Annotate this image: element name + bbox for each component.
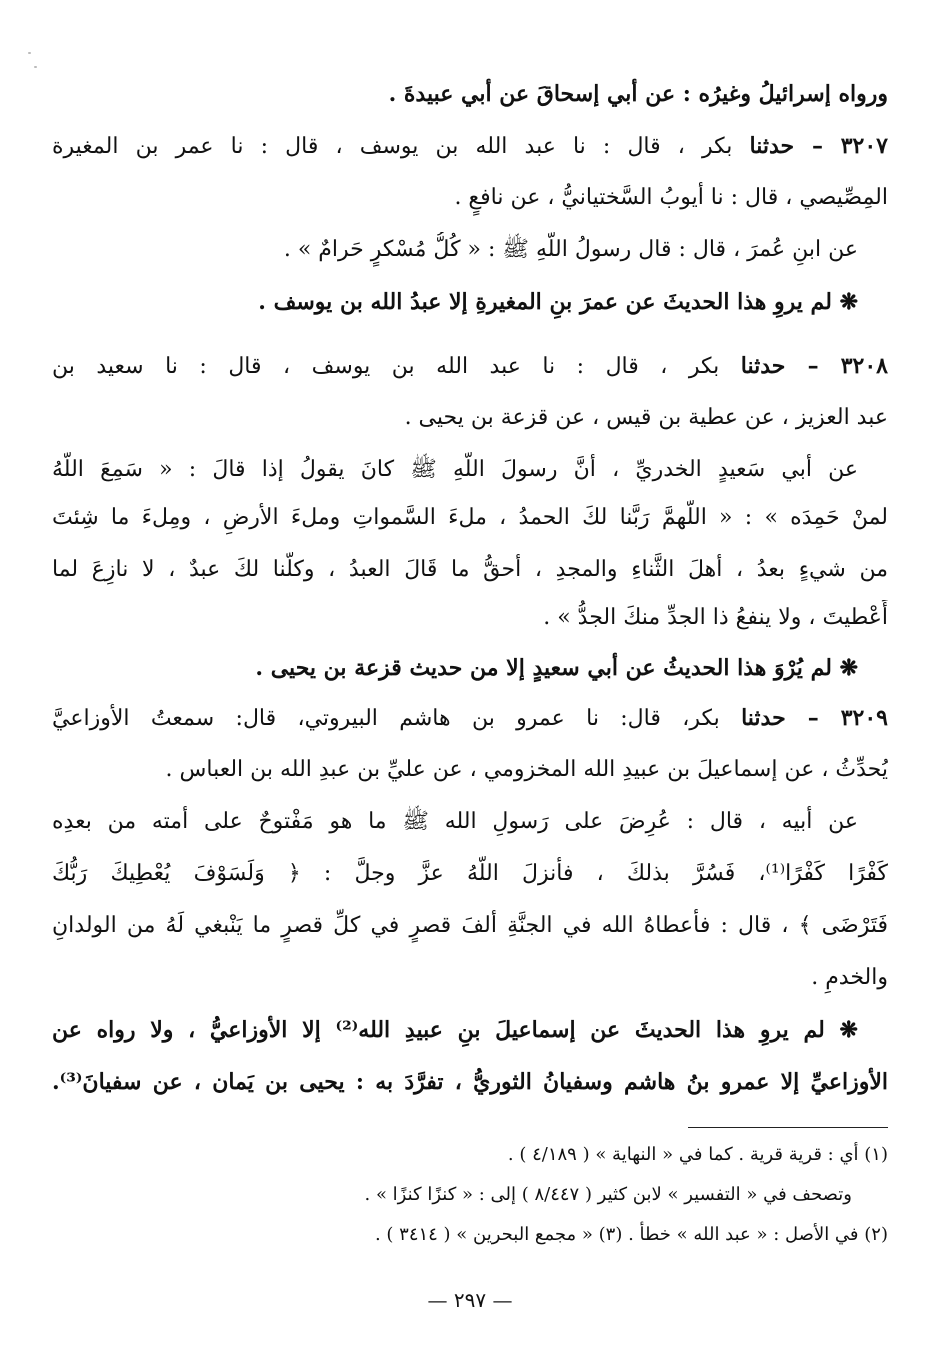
line-text: المِصِّيصي ، قال : نا أيوبُ السَّختيانيُّ ، عن نافعٍ .: [454, 185, 888, 210]
text-line: [52, 552, 888, 592]
text-line: [52, 804, 858, 844]
footnote-separator: [688, 1127, 888, 1128]
line-text: بكر، قال: نا عمرو بن هاشم البيروتي، قال: سمعتُ الأوزاعيَّ: [52, 706, 742, 731]
page-number: — ٢٩٧ —: [427, 1288, 513, 1312]
text-line: [52, 452, 858, 492]
chain-lead-word: حدثنا: [740, 353, 786, 379]
text-line: [52, 700, 888, 740]
line-text: الأوزاعيِّ إلا عمرو بنُ هاشم وسفيانُ الثوريُّ ، تفرَّدَ به : يحيى بن يَمان ، عن سفيانَ⁽³⁾.: [52, 1069, 888, 1095]
hadith-number: ٣٢٠٧: [840, 133, 888, 159]
text-line: [52, 960, 888, 1000]
text-line: [52, 500, 888, 540]
number-separator: –: [785, 705, 841, 731]
text-line: [52, 348, 888, 388]
text-line: [52, 128, 888, 168]
line-text: عبد العزيز ، عن عطية بن قيس ، عن قزعة بن يحيى .: [404, 405, 888, 430]
line-text: ❋ لم يروِ هذا الحديثَ عن إسماعيلَ بنِ عبيدِ الله⁽²⁾ إلا الأوزاعيُّ ، ولا رواه عن: [52, 1017, 858, 1043]
text-line: [52, 1012, 858, 1052]
line-text: عن أبيه ، قال : عُرِضَ على رَسولِ الله ﷺ ما هو مَفْتوحٌ على أمته من بعدِه: [52, 809, 858, 834]
text-line: [52, 1064, 888, 1104]
text-line: [52, 76, 888, 116]
line-text: ❋ لم يروِ هذا الحديثَ عن عمرَ بنِ المغيرةِ إلا عبدُ الله بن يوسف .: [258, 289, 858, 315]
line-text: بكر ، قال : نا عبد الله بن يوسف ، قال : نا سعيد بن: [52, 354, 741, 379]
line-text: عن ابنِ عُمرَ ، قال : قال رسولُ اللَّهِ ﷺ : « كُلُّ مُسْكرٍ حَرامٌ » .: [283, 237, 858, 262]
line-text: من شيءٍ بعدُ ، أهلَ الثَّناءِ والمجدِ ، أحقُّ ما قَالَ العبدُ ، وكلُّنا لكَ عبدٌ ، لا نازِعَ لما: [52, 557, 888, 582]
hadith-number: ٣٢٠٩: [840, 705, 888, 731]
line-text: لمنْ حَمِدَه » : « اللَّهمَّ رَبَّنا لكَ الحمدُ ، ملءَ السَّمواتِ وملءَ الأرضِ ، ومِلءَ ما شِئتَ: [52, 505, 888, 530]
text-line: [52, 856, 888, 896]
footnote-line: (١) أي : قرية قرية . كما في « النهاية » ( ٤/١٨٩ ) .: [507, 1144, 888, 1165]
text-line: [52, 284, 858, 324]
line-text: أَعْطيتَ ، ولا ينفعُ ذا الجدِّ منكَ الجدُّ » .: [543, 605, 888, 630]
footnote-line: وتصحف في « التفسير » لابن كثير ( ٨/٤٤٧ ) إلى : « كنزًا كنزًا » .: [364, 1184, 852, 1205]
scan-speck: [34, 66, 37, 68]
text-line: [52, 232, 858, 272]
line-text: كَفْرًا كَفْرًا⁽¹⁾، فَسُرَّ بذلكَ ، فأنزلَ اللَّهُ عزَّ وجلَّ : ﴿ وَلَسَوْفَ يُعْطِيكَ رَبُّكَ: [52, 861, 888, 886]
line-text: يُحدِّثُ ، عن إسماعيلَ بن عبيدِ الله المخزومي ، عن عليِّ بن عبدِ الله بن العباس .: [165, 757, 888, 782]
line-text: فَتَرْضَى ﴾ ، قال : فأعطاهُ الله في الجنَّةِ ألفَ قصرٍ في كلِّ قصرٍ ما يَنْبغي لَهُ من الولدانِ: [52, 913, 888, 938]
footnote-line: (٢) في الأصل : « عبد الله » خطأ . (٣) « مجمع البحرين » ( ٣٤١٤ ) .: [374, 1224, 888, 1245]
text-line: [52, 908, 888, 948]
hadith-number: ٣٢٠٨: [840, 353, 888, 379]
number-separator: –: [785, 353, 841, 379]
text-line: [52, 752, 888, 792]
text-line: [52, 600, 888, 640]
text-line: [52, 180, 888, 220]
number-separator: –: [794, 133, 841, 159]
line-text: والخدمِ .: [811, 965, 888, 990]
scan-speck: [28, 52, 31, 54]
chain-lead-word: حدثنا: [749, 133, 795, 159]
text-line: [52, 650, 858, 690]
line-text: ورواه إسرائيلُ وغيرُه : عن أبي إسحاقَ عن أبي عبيدةَ .: [388, 81, 888, 107]
chain-lead-word: حدثنا: [741, 705, 786, 731]
line-text: ❋ لم يُرْوَ هذا الحديثُ عن أبي سعيدٍ إلا من حديث قزعة بن يحيى .: [255, 655, 858, 681]
line-text: عن أبي سَعيدٍ الخدريِّ ، أنَّ رسولَ اللَّهِ ﷺ كانَ يقولُ إذا قالَ : « سَمِعَ اللَّهُ: [52, 457, 858, 482]
text-line: [52, 400, 888, 440]
line-text: بكر ، قال : نا عبد الله بن يوسف ، قال : نا عمر بن المغيرة: [52, 134, 750, 159]
